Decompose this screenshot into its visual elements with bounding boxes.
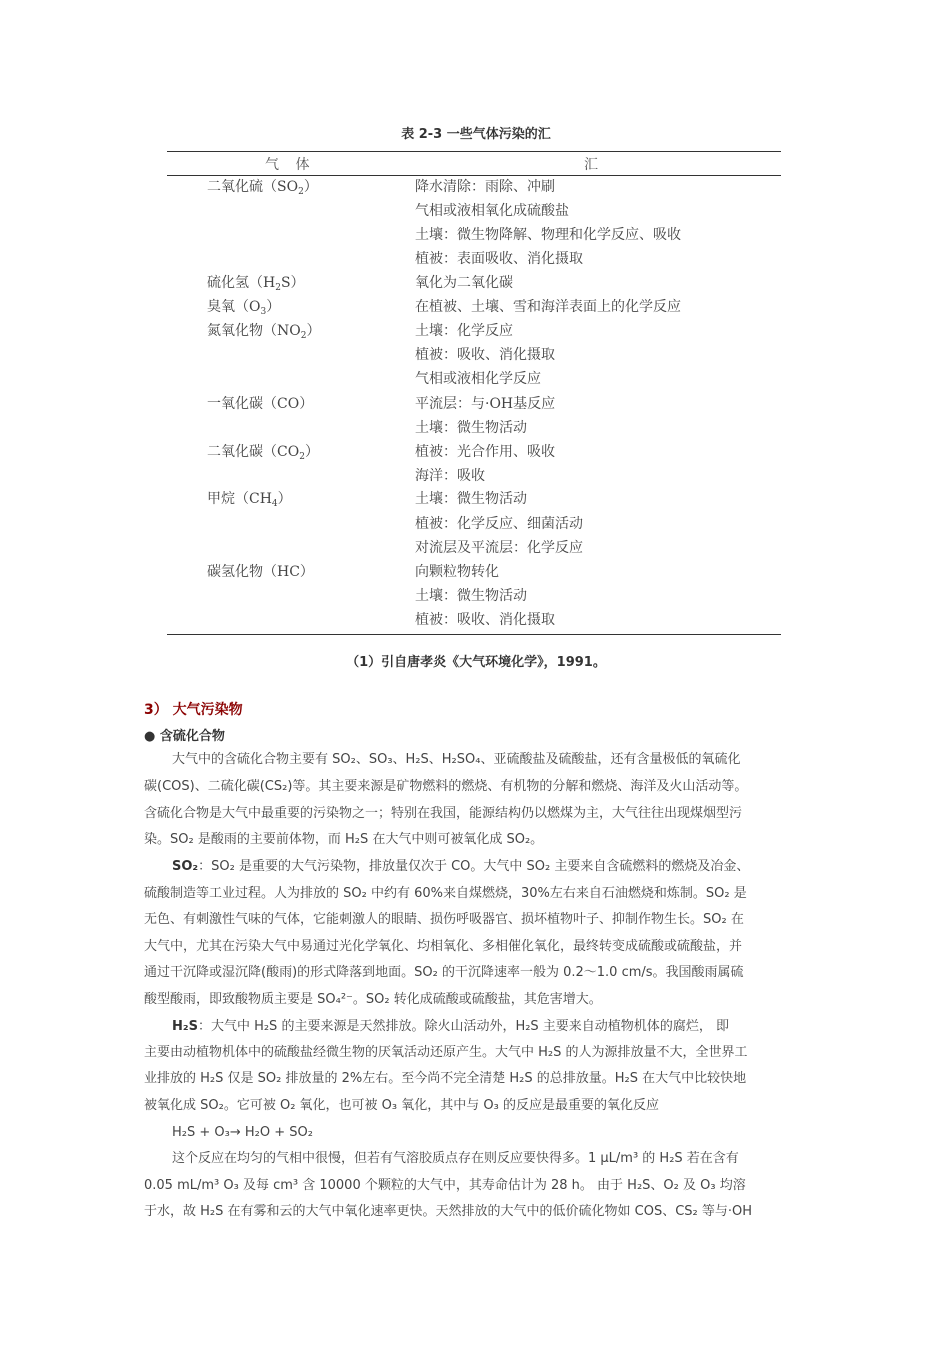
paragraph-line: 被氧化成 SO₂。它可被 O₂ 氧化，也可被 O₃ 氧化，其中与 O₃ 的反应是最重要的氧化反应 — [144, 1098, 659, 1113]
table-header-sink: 汇 — [584, 157, 598, 173]
paragraph-line: 染。SO₂ 是酸雨的主要前体物，而 H₂S 在大气中则可被氧化成 SO₂。 — [144, 832, 544, 847]
sink-cell: 向颗粒物转化 — [415, 564, 499, 580]
paragraph-line: 酸型酸雨，即致酸物质主要是 SO₄²⁻。SO₂ 转化成硫酸或硫酸盐，其危害增大。 — [144, 992, 602, 1007]
sub-heading: ● 含硫化合物 — [144, 729, 225, 744]
table-rule-mid — [167, 175, 781, 176]
table-header-gas: 气 体 — [265, 157, 316, 173]
gas-cell: 氮氧化物$(NO_2)$ — [207, 323, 321, 341]
sink-cell: 降水清除：雨除、冲刷 — [415, 179, 555, 195]
paragraph-line: 通过干沉降或湿沉降(酸雨)的形式降落到地面。SO₂ 的干沉降速率一般为 0.2～1.0 cm/s。我国酸雨属硫 — [144, 965, 744, 980]
paragraph-line: 这个反应在均匀的气相中很慢，但若有气溶胶质点存在则反应要快得多。1 μL/m³ 的 H₂S 若在含有 — [172, 1151, 739, 1166]
reaction-equation: H₂S + O₃→ H₂O + SO₂ — [172, 1125, 313, 1140]
table-caption: 表 2-3 一些气体污染的汇 — [401, 127, 551, 142]
paragraph-line: H₂S：大气中 H₂S 的主要来源是天然排放。除火山活动外，H₂S 主要来自动植物机体的腐烂， 即 — [172, 1019, 729, 1034]
paragraph-line: SO₂：SO₂ 是重要的大气污染物，排放量仅次于 CO。大气中 SO₂ 主要来自含硫燃料的燃烧及冶金、 — [172, 859, 750, 874]
sink-cell: 在植被、土壤、雪和海洋表面上的化学反应 — [415, 299, 681, 315]
gas-cell: 碳氢化物（HC） — [207, 564, 314, 580]
sink-cell: 土壤：微生物活动 — [415, 420, 527, 436]
sink-cell: 土壤：微生物活动 — [415, 588, 527, 604]
paragraph-line: 于水，故 H₂S 在有雾和云的大气中氧化速率更快。天然排放的大气中的低价硫化物如 COS、CS₂ 等与·OH — [144, 1204, 753, 1219]
table-rule-top — [167, 151, 781, 152]
sink-cell: 植被：吸收、消化摄取 — [415, 612, 555, 628]
section-heading: 3） 大气污染物 — [144, 702, 243, 718]
sink-cell: 土壤：微生物活动 — [415, 491, 527, 507]
sink-cell: 土壤：化学反应 — [415, 323, 513, 339]
paragraph-line: 硫酸制造等工业过程。人为排放的 SO₂ 中约有 60%来自煤燃烧，30%左右来自石油燃烧和炼制。SO₂ 是 — [144, 886, 747, 901]
sink-cell: 植被：表面吸收、消化摄取 — [415, 251, 583, 267]
sink-cell: 氧化为二氧化碳 — [415, 275, 513, 291]
paragraph-line: 业排放的 H₂S 仅是 SO₂ 排放量的 2%左右。至今尚不完全清楚 H₂S 的总排放量。H₂S 在大气中比较快地 — [144, 1071, 747, 1086]
gas-cell: 甲烷$(CH_4)$ — [207, 491, 292, 509]
h2s-label: H₂S — [172, 1019, 198, 1034]
sink-cell: 气相或液相化学反应 — [415, 371, 541, 387]
sink-cell: 植被：化学反应、细菌活动 — [415, 516, 583, 532]
table-rule-bottom — [167, 634, 781, 635]
sink-cell: 气相或液相氧化成硫酸盐 — [415, 203, 569, 219]
gas-cell: 硫化氢$(H_2S)$ — [207, 275, 305, 293]
gas-cell: 一氧化碳（CO） — [207, 396, 314, 412]
sink-cell: 平流层：与·OH基反应 — [415, 396, 556, 412]
so2-label: SO₂ — [172, 859, 199, 874]
sink-cell: 植被：吸收、消化摄取 — [415, 347, 555, 363]
table-source-note: （1）引自唐孝炎《大气环境化学》，1991。 — [346, 655, 606, 670]
paragraph-line: 大气中，尤其在污染大气中易通过光化学氧化、均相氧化、多相催化氧化，最终转变成硫酸或硫酸盐，并 — [144, 939, 743, 954]
paragraph-line: 0.05 mL/m³ O₃ 及每 cm³ 含 10000 个颗粒的大气中，其寿命估计为 28 h。 由于 H₂S、O₂ 及 O₃ 均溶 — [144, 1178, 746, 1193]
paragraph-line: 无色、有刺激性气味的气体，它能刺激人的眼睛、损伤呼吸器官、损坏植物叶子、抑制作物生长。SO₂ 在 — [144, 912, 744, 927]
paragraph-line: 碳(COS)、二硫化碳(CS₂)等。其主要来源是矿物燃料的燃烧、有机物的分解和燃烧、海洋及火山活动等。 — [144, 779, 748, 794]
gas-cell: 臭氧$(O_3)$ — [207, 299, 281, 317]
paragraph-line: 含硫化合物是大气中最重要的污染物之一；特别在我国，能源结构仍以燃煤为主，大气往往出现煤烟型污 — [144, 806, 743, 821]
gas-cell: 二氧化碳$(CO_2)$ — [207, 444, 319, 462]
sink-cell: 对流层及平流层：化学反应 — [415, 540, 583, 556]
sink-cell: 海洋：吸收 — [415, 468, 485, 484]
gas-cell: 二氧化硫$(SO_2)$ — [207, 179, 318, 197]
paragraph-line: 大气中的含硫化合物主要有 SO₂、SO₃、H₂S、H₂SO₄、亚硫酸盐及硫酸盐，还有含量极低的氧硫化 — [172, 752, 741, 767]
sink-cell: 土壤：微生物降解、物理和化学反应、吸收 — [415, 227, 681, 243]
sink-cell: 植被：光合作用、吸收 — [415, 444, 555, 460]
paragraph-line: 主要由动植物机体中的硫酸盐经微生物的厌氧活动还原产生。大气中 H₂S 的人为源排放量不大，全世界工 — [144, 1045, 748, 1060]
